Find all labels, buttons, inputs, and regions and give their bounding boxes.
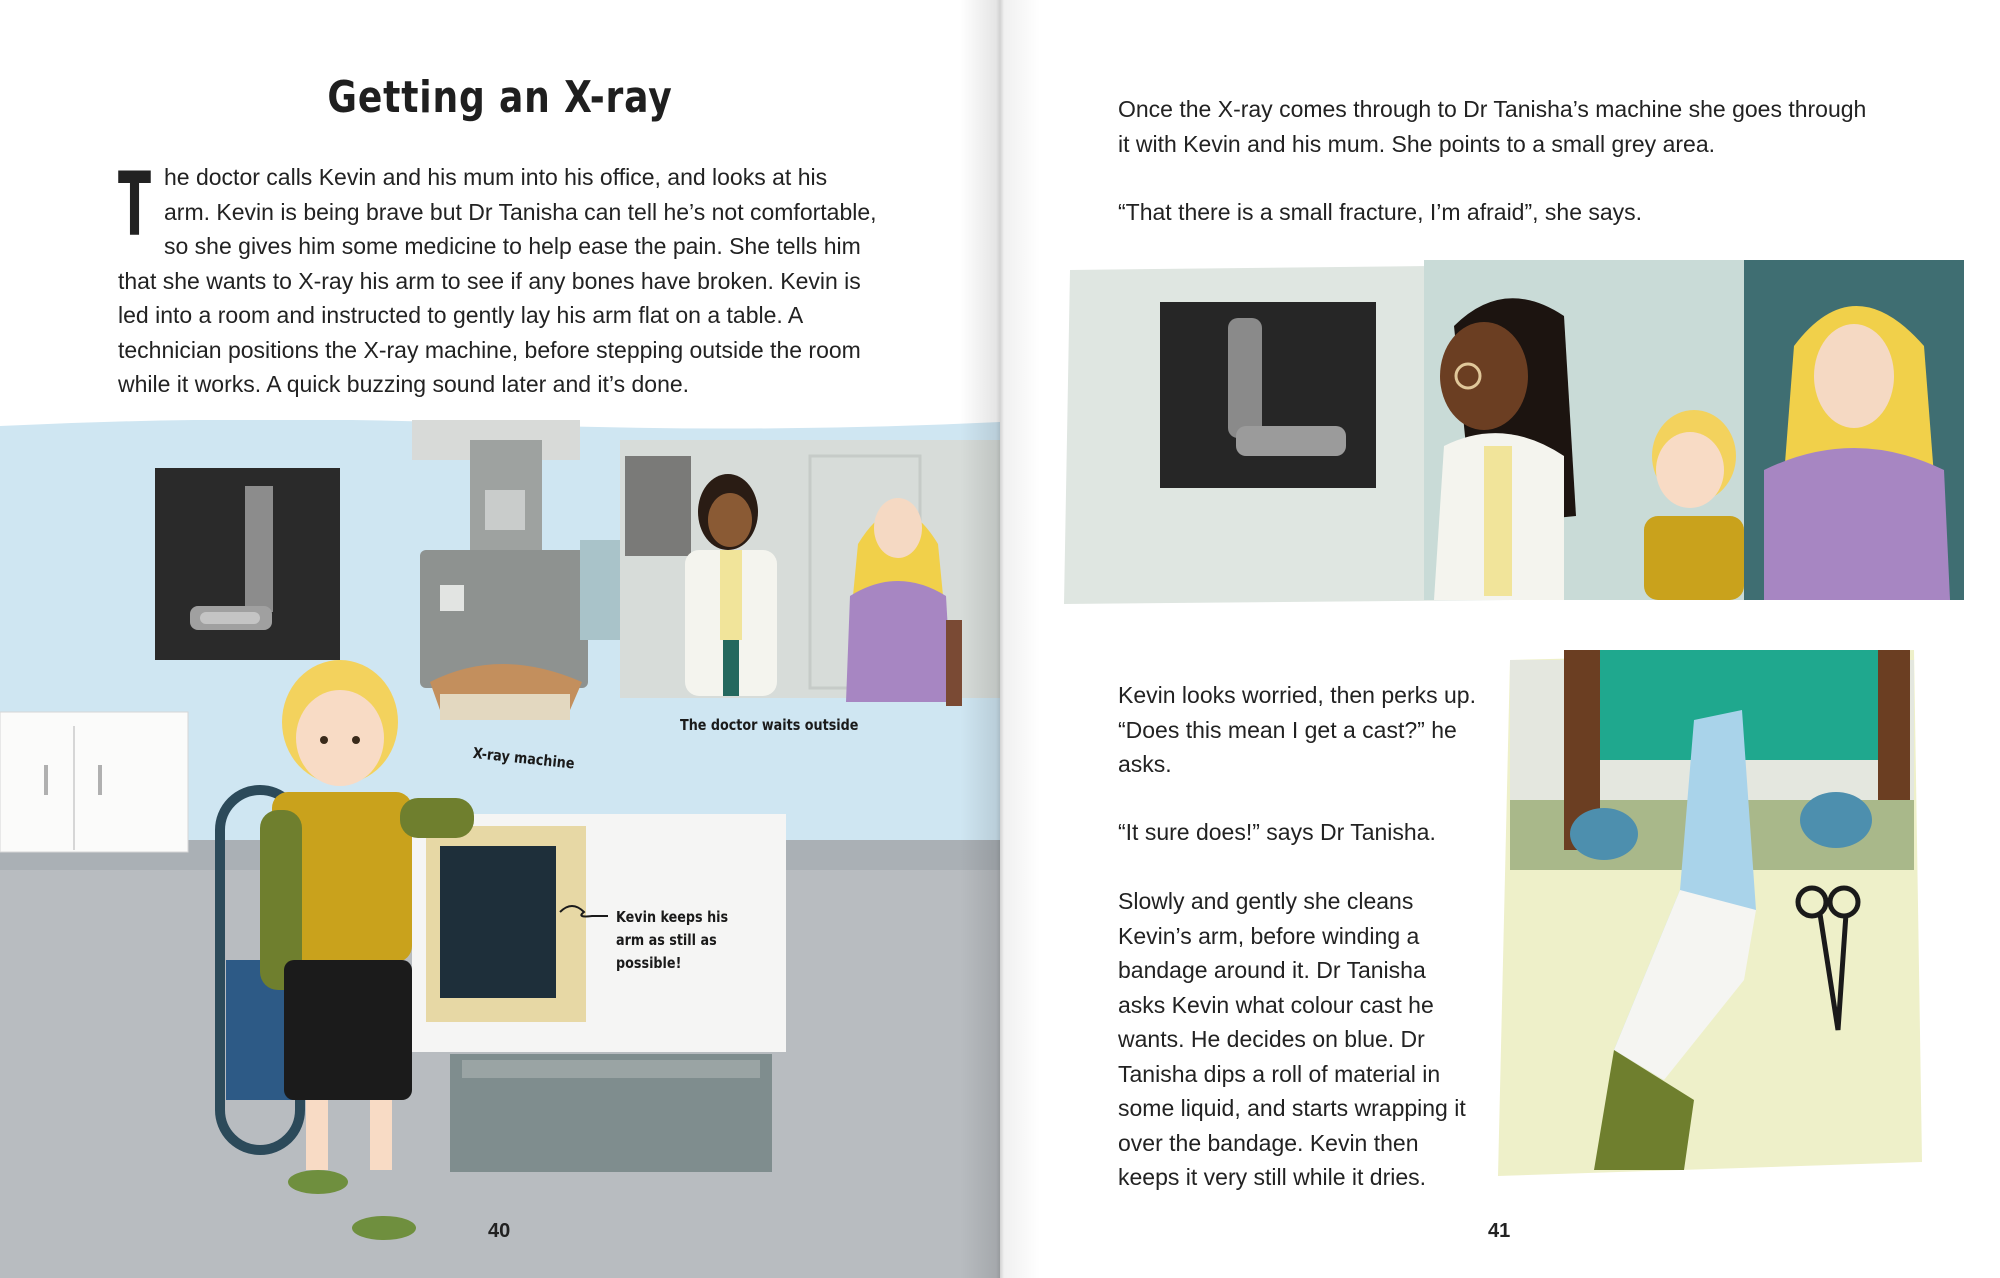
doctor-portrait bbox=[1434, 298, 1576, 600]
caption-kevin-keeps-still bbox=[616, 906, 728, 975]
caption-doctor-waits: The doctor waits outside bbox=[680, 716, 859, 734]
intro-paragraph-text: he doctor calls Kevin and his mum into his office, and looks at his arm. Kevin is being brave but Dr Tanisha can tell he’s not comfortable, so she gives him some medicine to help ease the pain. She tells him that she wants to X-ray his arm to see if any bones have broken. Kevin is led into a room and instructed to gently lay his arm flat on a table. A technician positions the X-ray machine, before stepping outside the room while it works. A quick buzzing sound later and it’s done. bbox=[118, 164, 877, 397]
page-title: Getting an X-ray bbox=[327, 72, 673, 123]
quote-it-sure-does: “It sure does!” says Dr Tanisha. bbox=[1118, 819, 1436, 845]
paragraph-xray-review: Once the X-ray comes through to Dr Tanisha’s machine she goes through it with Kevin and his mum. She points to a small grey area. bbox=[1118, 96, 1867, 157]
xray-film-on-screen bbox=[1160, 302, 1376, 488]
intro-paragraph bbox=[118, 153, 878, 402]
xray-room-illustration bbox=[0, 420, 1000, 1278]
page-number-left: 40 bbox=[488, 1220, 511, 1242]
right-page bbox=[1000, 0, 2000, 1278]
xray-review-illustration bbox=[1064, 256, 1964, 608]
cabinets bbox=[0, 712, 188, 852]
paragraph-cast-process: Slowly and gently she cleans Kevin’s arm, before winding a bandage around it. Dr Tanisha asks Kevin what colour cast he wants. He decides on blue. Dr Tanisha dips a roll of material in some liquid, and starts wrapping it over the bandage. Kevin then keeps it very still while it dries. bbox=[1118, 888, 1466, 1190]
caption-line: Kevin keeps his bbox=[616, 908, 729, 926]
xray-table bbox=[412, 814, 786, 1172]
caption-line: arm as still as bbox=[616, 931, 717, 949]
xray-film bbox=[155, 468, 340, 660]
caption-xray-machine: X-ray machine bbox=[472, 744, 576, 773]
caption-line: possible! bbox=[616, 954, 682, 972]
page-number-right: 41 bbox=[1488, 1220, 1511, 1242]
paragraph-cast-question: Kevin looks worried, then perks up. “Does this mean I get a cast?” he asks. bbox=[1118, 682, 1476, 777]
drop-cap: T bbox=[118, 153, 152, 256]
quote-fracture: “That there is a small fracture, I’m afraid”, she says. bbox=[1118, 199, 1643, 225]
cast-illustration bbox=[1494, 650, 1924, 1180]
